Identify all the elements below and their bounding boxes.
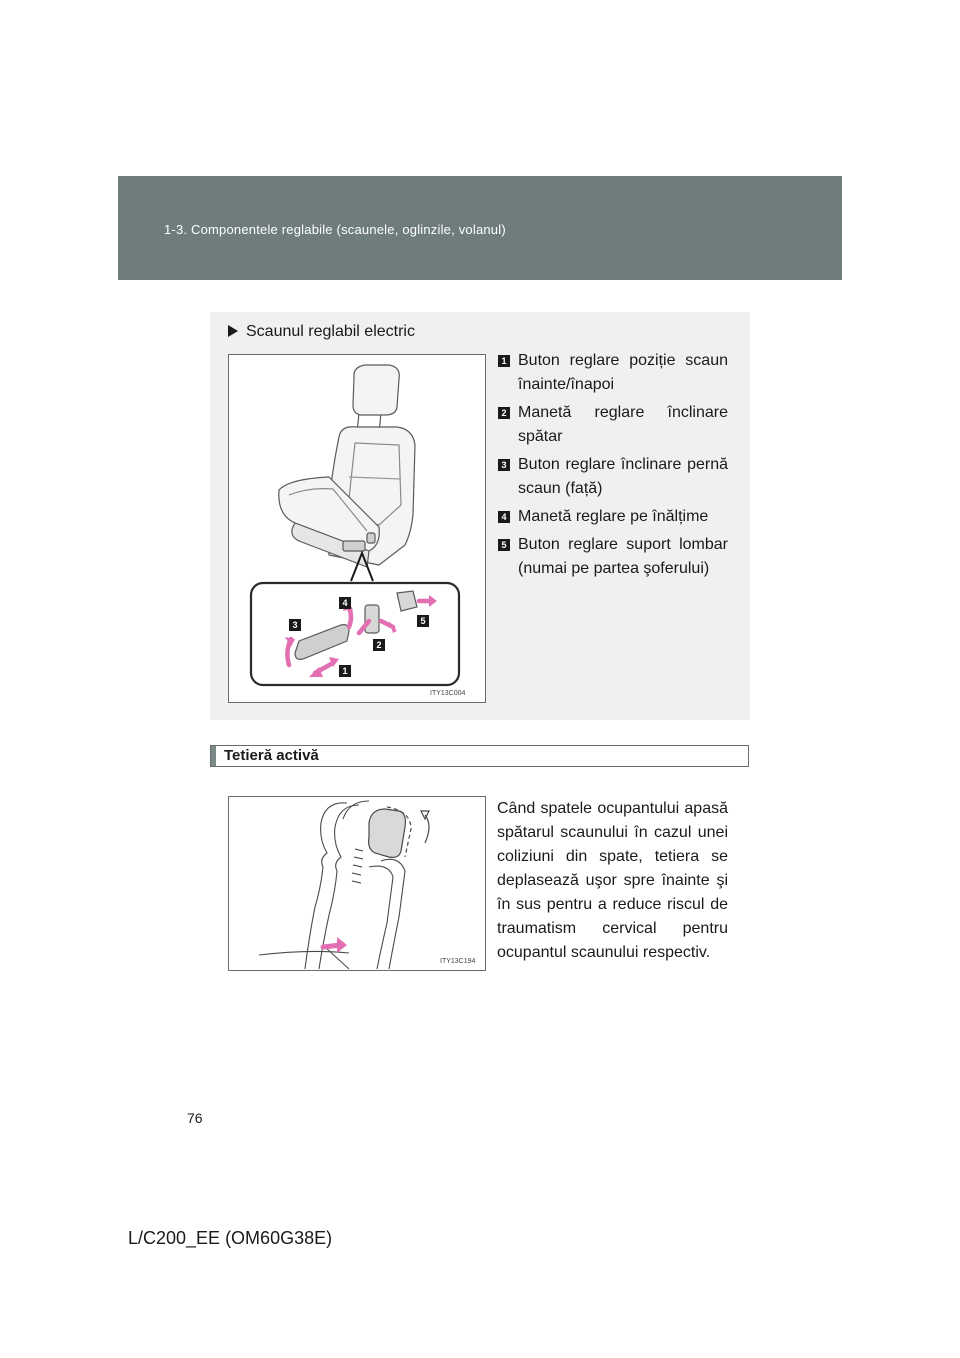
callout-2-label: 2 xyxy=(376,640,382,650)
list-item: 5 Buton reglare suport lombar (numai pe partea şoferului) xyxy=(498,533,728,581)
callout-1-label: 1 xyxy=(342,666,348,676)
active-headrest-section-header xyxy=(210,745,749,767)
section-header-bar xyxy=(211,746,216,766)
triangle-bullet-icon xyxy=(228,325,238,337)
number-badge: 3 xyxy=(498,459,510,471)
active-headrest-figure xyxy=(228,796,486,971)
figure-code-power-seat: ITY13C004 xyxy=(430,690,466,697)
number-badge: 2 xyxy=(498,407,510,419)
number-badge: 5 xyxy=(498,539,510,551)
callout-3-label: 3 xyxy=(292,620,298,630)
figure-code-active-headrest: ITY13C194 xyxy=(440,958,476,965)
number-badge: 1 xyxy=(498,355,510,367)
page-number: 76 xyxy=(187,1110,203,1126)
number-badge: 4 xyxy=(498,511,510,523)
power-seat-title: Scaunul reglabil electric xyxy=(228,323,415,341)
callout-4-label: 4 xyxy=(342,598,348,608)
callout-5-label: 5 xyxy=(420,616,426,626)
active-headrest-illustration xyxy=(229,797,485,970)
power-seat-figure xyxy=(228,354,486,703)
active-headrest-description: Când spatele ocupantului apasă spătarul scaunului în cazul unei coliziuni din spate, tetiera se deplasează uşor spre înainte şi în sus pentru a reduce riscul de traumatism cervical pentru ocupantul scaunului respectiv. xyxy=(497,800,728,961)
list-item: 2 Manetă reglare înclinare spătar xyxy=(498,401,728,449)
chapter-header-band xyxy=(118,176,842,280)
chapter-title: 1-3. Componentele reglabile (scaunele, oglinzile, volanul) xyxy=(164,222,506,237)
list-item: 4 Manetă reglare pe înălțime xyxy=(498,505,728,529)
power-seat-panel xyxy=(210,312,750,720)
power-seat-illustration xyxy=(229,355,485,702)
model-code-footer: L/C200_EE (OM60G38E) xyxy=(128,1228,333,1248)
active-headrest-title: Tetieră activă xyxy=(224,747,319,764)
power-seat-controls-list xyxy=(498,349,728,585)
list-item: 3 Buton reglare înclinare pernă scaun (față) xyxy=(498,453,728,501)
list-item: 1 Buton reglare poziție scaun înainte/înapoi xyxy=(498,349,728,397)
